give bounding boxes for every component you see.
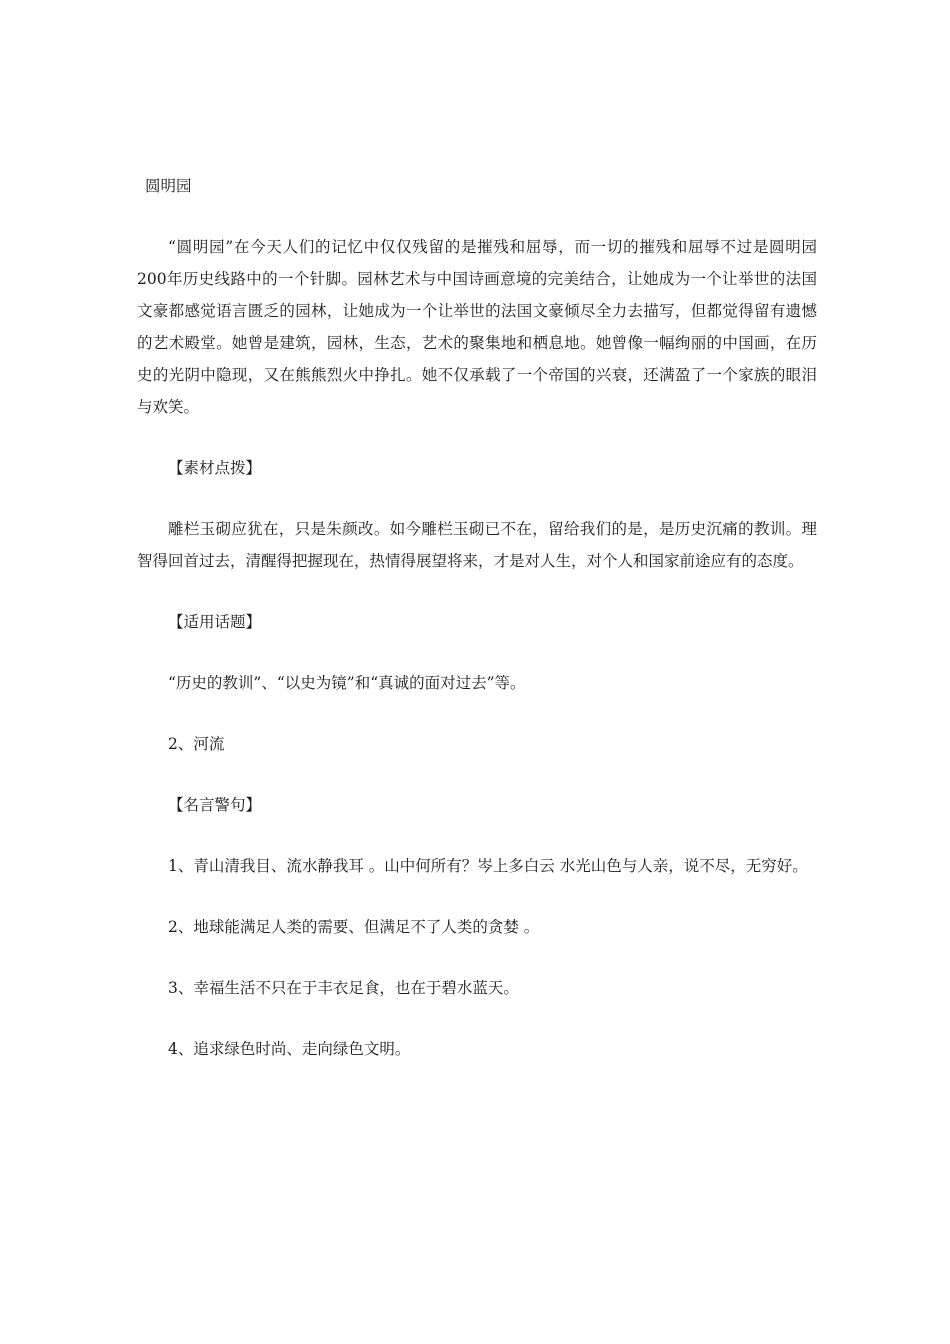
section-title: 圆明园 [145, 177, 192, 195]
quote-item: 3、幸福生活不只在于丰衣足食，也在于碧水蓝天。 [168, 979, 519, 997]
quotes-heading: 【名言警句】 [168, 796, 262, 814]
topics-heading: 【适用话题】 [168, 613, 262, 631]
quote-item: 2、地球能满足人类的需要、但满足不了人类的贪婪 。 [168, 918, 540, 936]
document-body [137, 170, 817, 1094]
material-heading: 【素材点拨】 [168, 459, 262, 477]
quote-item: 1、青山清我目、流水静我耳 。山中何所有？岑上多白云 水光山色与人亲，说不尽，无穷好。 [168, 857, 808, 875]
section2-title: 2、河流 [168, 735, 225, 753]
intro-paragraph: “圆明园”在今天人们的记忆中仅仅残留的是摧残和屈辱，而一切的摧残和屈辱不过是圆明园200年历史线路中的一个针脚。园林艺术与中国诗画意境的完美结合，让她成为一个让举世的法国文豪都感觉语言匮乏的园林，让她成为一个让举世的法国文豪倾尽全力去描写，但都觉得留有遗憾的艺术殿堂。她曾是建筑，园林，生态，艺术的聚集地和栖息地。她曾像一幅绚丽的中国画，在历史的光阴中隐现，又在熊熊烈火中挣扎。她不仅承载了一个帝国的兴衰，还满盈了一个家族的眼泪与欢笑。 [137, 238, 817, 416]
quote-item: 4、追求绿色时尚、走向绿色文明。 [168, 1040, 411, 1058]
topics-paragraph: “历史的教训”、“以史为镜”和“真诚的面对过去”等。 [168, 674, 526, 692]
material-paragraph: 雕栏玉砌应犹在，只是朱颜改。如今雕栏玉砌已不在，留给我们的是，是历史沉痛的教训。理智得回首过去，清醒得把握现在，热情得展望将来，才是对人生，对个人和国家前途应有的态度。 [137, 520, 817, 570]
